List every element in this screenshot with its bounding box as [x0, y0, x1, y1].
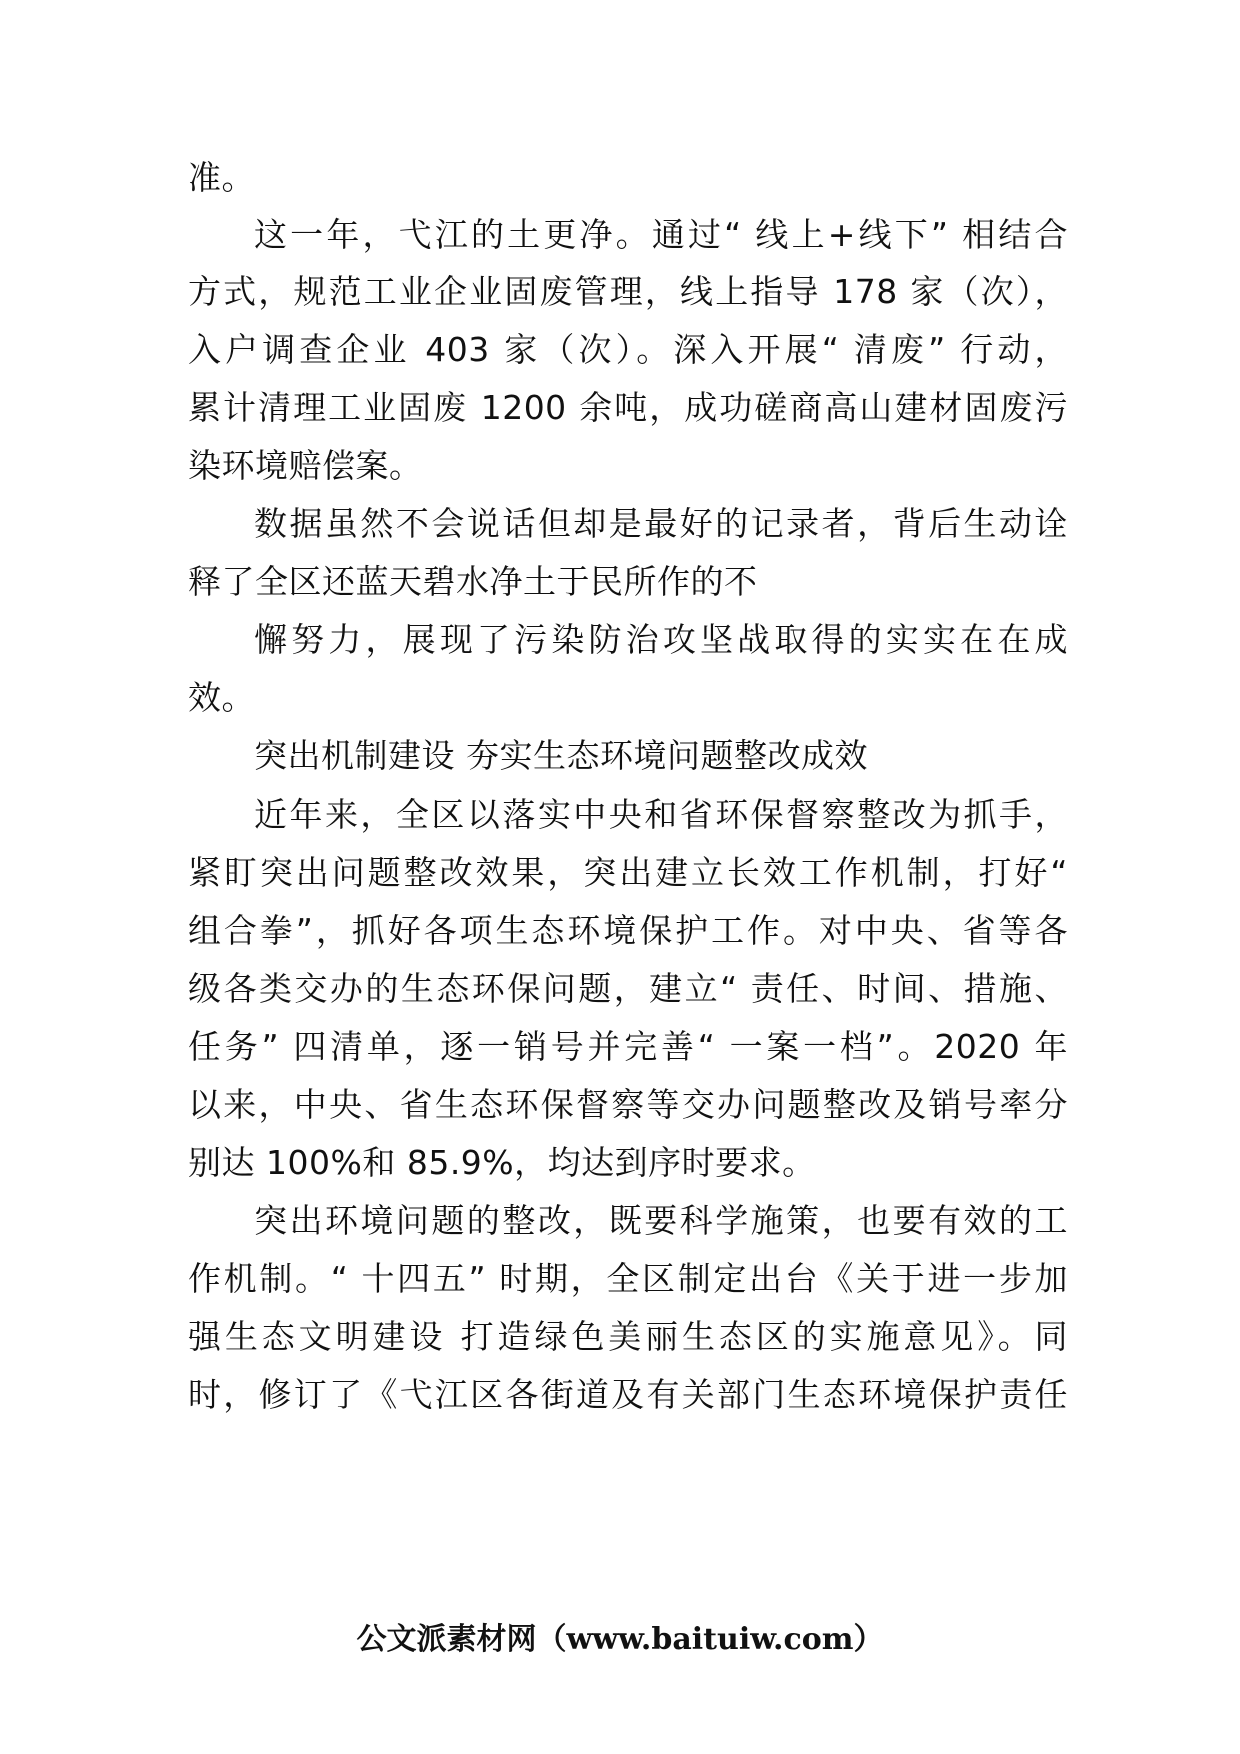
- section-heading: 突出机制建设 夯实生态环境问题整改成效: [254, 736, 868, 775]
- text-line: 数据虽然不会说话但却是最好的记录者，背后生动诠: [254, 504, 1068, 543]
- text-line: 这一年，弋江的土更净。通过“ 线上+线下” 相结合: [254, 215, 1068, 254]
- text-line: 组合拳”，抓好各项生态环境保护工作。对中央、省等各: [188, 911, 1068, 950]
- text-line: 作机制。“ 十四五” 时期，全区制定出台《关于进一步加: [188, 1259, 1068, 1298]
- text-line: 紧盯突出问题整改效果，突出建立长效工作机制，打好“: [188, 853, 1068, 892]
- text-line: 懈努力，展现了污染防治攻坚战取得的实实在在成: [254, 620, 1068, 659]
- text-line: 准。: [188, 158, 255, 197]
- text-line: 别达 100%和 85.9%，均达到序时要求。: [188, 1143, 816, 1182]
- text-line: 方式，规范工业企业固废管理，线上指导 178 家（次），: [188, 272, 1068, 311]
- text-line: 释了全区还蓝天碧水净土于民所作的不: [188, 562, 758, 601]
- footer-watermark: 公文派素材网（www.baituiw.com）: [356, 1622, 884, 1657]
- text-line: 任务” 四清单，逐一销号并完善“ 一案一档”。2020 年: [188, 1027, 1068, 1066]
- text-line: 染环境赔偿案。: [188, 446, 423, 485]
- text-line: 时，修订了《弋江区各街道及有关部门生态环境保护责任: [188, 1375, 1068, 1414]
- text-line: 入户调查企业 403 家（次）。深入开展“ 清废” 行动，: [188, 330, 1068, 369]
- text-line: 级各类交办的生态环保问题，建立“ 责任、时间、措施、: [188, 969, 1068, 1008]
- text-line: 累计清理工业固废 1200 余吨，成功磋商高山建材固废污: [188, 388, 1068, 427]
- text-line: 突出环境问题的整改，既要科学施策，也要有效的工: [254, 1201, 1068, 1240]
- text-line: 近年来，全区以落实中央和省环保督察整改为抓手，: [254, 795, 1068, 834]
- text-line: 强生态文明建设 打造绿色美丽生态区的实施意见》。同: [188, 1317, 1068, 1356]
- text-line: 效。: [188, 678, 255, 717]
- text-line: 以来，中央、省生态环保督察等交办问题整改及销号率分: [188, 1085, 1068, 1124]
